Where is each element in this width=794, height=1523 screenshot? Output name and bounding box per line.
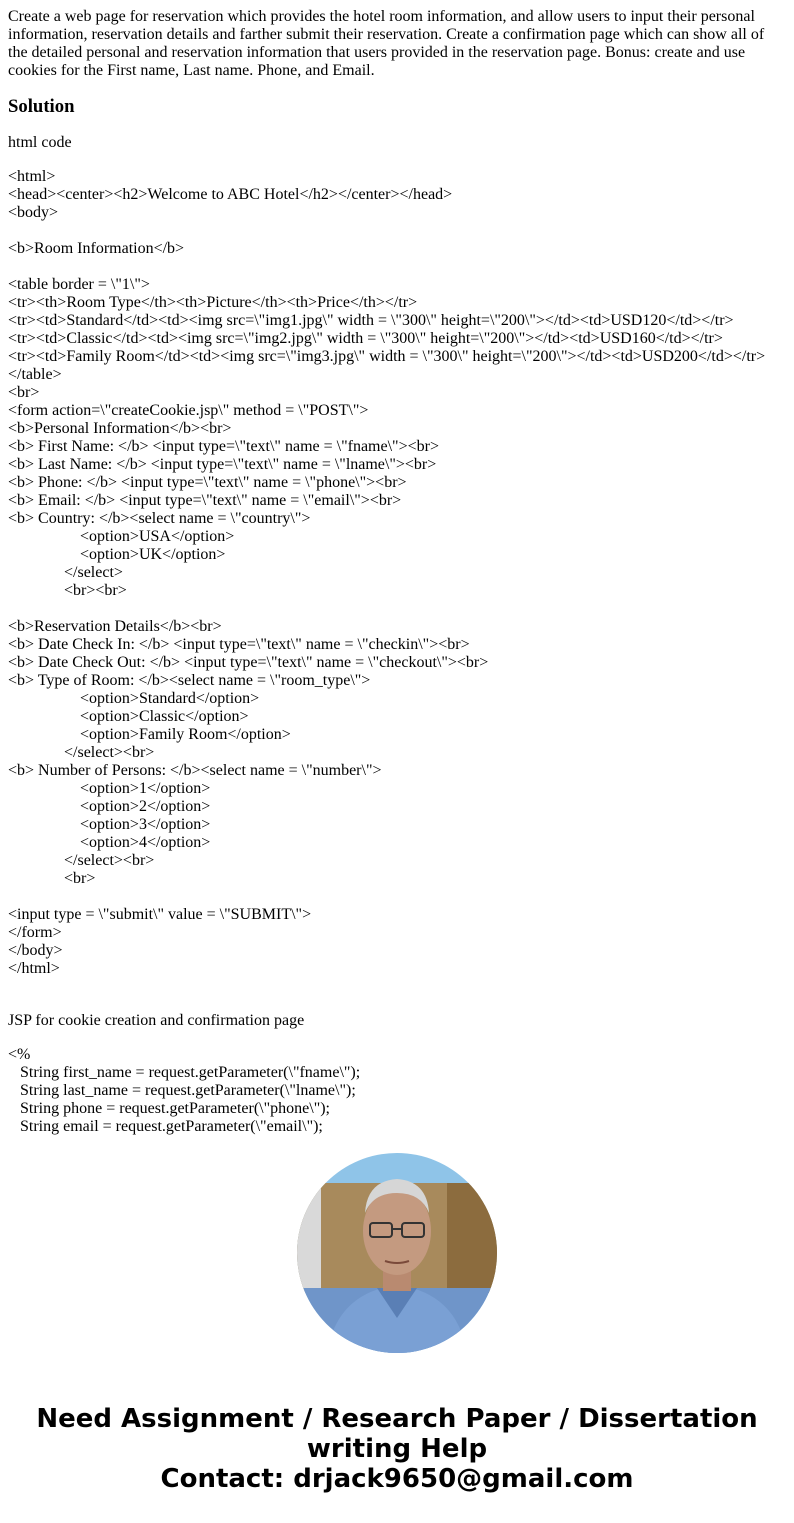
code-line: <b> Country: </b><select name = \"country\"> xyxy=(8,510,311,527)
code-line: <option>1</option> xyxy=(8,780,211,797)
document-body xyxy=(8,8,778,1135)
code-line: <b> Type of Room: </b><select name = \"room_type\"> xyxy=(8,672,371,689)
code-line: <option>4</option> xyxy=(8,834,211,851)
code-line: </select><br> xyxy=(8,852,155,869)
jsp-code-block xyxy=(8,1046,778,1136)
code-line: <b> Date Check Out: </b> <input type=\"text\" name = \"checkout\"><br> xyxy=(8,654,489,671)
code-line: String last_name = request.getParameter(\"lname\"); xyxy=(8,1082,356,1099)
code-line: <b> First Name: </b> <input type=\"text\" name = \"fname\"><br> xyxy=(8,438,439,455)
html-code-label: html code xyxy=(8,134,72,151)
author-photo-illustration xyxy=(297,1153,497,1353)
code-line: <option>USA</option> xyxy=(8,528,235,545)
code-line: <b> Email: </b> <input type=\"text\" name = \"email\"><br> xyxy=(8,492,402,509)
code-line: <tr><th>Room Type</th><th>Picture</th><th>Price</th></tr> xyxy=(8,294,418,311)
code-line xyxy=(8,888,778,906)
code-line: <b> Date Check In: </b> <input type=\"text\" name = \"checkin\"><br> xyxy=(8,636,470,653)
code-line xyxy=(8,978,778,996)
html-code-block xyxy=(8,168,778,996)
code-line: </body> xyxy=(8,942,63,959)
code-line: <html> xyxy=(8,168,56,185)
code-line: <br> xyxy=(8,384,40,401)
code-line: <option>3</option> xyxy=(8,816,211,833)
code-line xyxy=(8,600,778,618)
code-line: String phone = request.getParameter(\"phone\"); xyxy=(8,1100,330,1117)
code-line: <tr><td>Classic</td><td><img src=\"img2.jpg\" width = \"300\" height=\"200\"></td><td>USD160</td></tr> xyxy=(8,330,723,347)
code-line: </select><br> xyxy=(8,744,155,761)
code-line: <option>Classic</option> xyxy=(8,708,249,725)
footer-line-3: Contact: drjack9650@gmail.com xyxy=(160,1464,634,1494)
code-line: <table border = \"1\"> xyxy=(8,276,150,293)
code-line: <br> xyxy=(8,870,96,887)
code-line: <b> Number of Persons: </b><select name = \"number\"> xyxy=(8,762,382,779)
code-line: <tr><td>Family Room</td><td><img src=\"img3.jpg\" width = \"300\" height=\"200\"></td><td>USD200</td></tr> xyxy=(8,348,766,365)
code-line: </table> xyxy=(8,366,62,383)
code-line: <b>Personal Information</b><br> xyxy=(8,420,232,437)
author-photo xyxy=(297,1153,497,1353)
code-line: <input type = \"submit\" value = \"SUBMIT\"> xyxy=(8,906,312,923)
solution-heading: Solution xyxy=(8,96,75,117)
footer-banner xyxy=(0,1404,794,1494)
footer-line-1: Need Assignment / Research Paper / Dissertation xyxy=(36,1404,758,1434)
code-line: String email = request.getParameter(\"email\"); xyxy=(8,1118,323,1135)
code-line: <% xyxy=(8,1046,31,1063)
code-line: </select> xyxy=(8,564,123,581)
code-line: </form> xyxy=(8,924,62,941)
code-line: <b>Room Information</b> xyxy=(8,240,185,257)
code-line: <form action=\"createCookie.jsp\" method = \"POST\"> xyxy=(8,402,369,419)
code-line: <head><center><h2>Welcome to ABC Hotel</h2></center></head> xyxy=(8,186,453,203)
code-line: <b> Last Name: </b> <input type=\"text\" name = \"lname\"><br> xyxy=(8,456,437,473)
code-line: <option>Family Room</option> xyxy=(8,726,291,743)
footer-line-2: writing Help xyxy=(306,1434,488,1464)
code-line: <option>Standard</option> xyxy=(8,690,260,707)
code-line: <b>Reservation Details</b><br> xyxy=(8,618,222,635)
code-line: String first_name = request.getParameter(\"fname\"); xyxy=(8,1064,361,1081)
jsp-code-label: JSP for cookie creation and confirmation page xyxy=(8,1012,305,1029)
code-line: <option>2</option> xyxy=(8,798,211,815)
code-line xyxy=(8,258,778,276)
code-line: <option>UK</option> xyxy=(8,546,226,563)
code-line: <b> Phone: </b> <input type=\"text\" name = \"phone\"><br> xyxy=(8,474,407,491)
code-line: <tr><td>Standard</td><td><img src=\"img1.jpg\" width = \"300\" height=\"200\"></td><td>USD120</td></tr> xyxy=(8,312,734,329)
question-text: Create a web page for reservation which provides the hotel room information, and allow users to input their personal information, reservation details and farther submit their reservation. Create a confirmation page which can show all of the detailed personal and reservation information that users provided in the reservation page. Bonus: create and use cookies for the First name, Last name. Phone, and Email. xyxy=(8,8,765,79)
code-line: </html> xyxy=(8,960,60,977)
code-line: <br><br> xyxy=(8,582,127,599)
code-line xyxy=(8,222,778,240)
code-line: <body> xyxy=(8,204,59,221)
